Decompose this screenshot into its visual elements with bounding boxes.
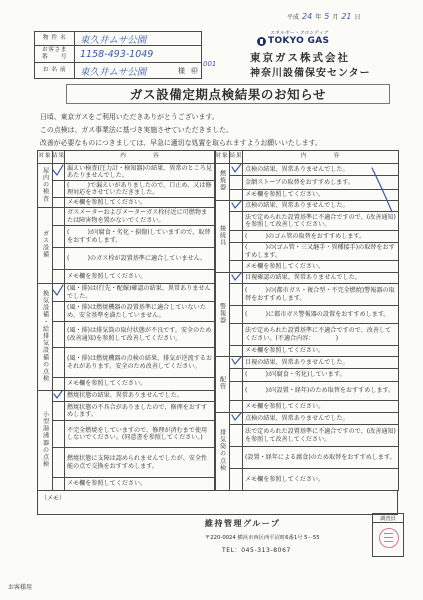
memo-label: （メモ） [41, 495, 66, 502]
content-cell [243, 261, 399, 273]
table-row [38, 478, 216, 491]
table-row [215, 212, 399, 231]
header-content: 内 容 [243, 151, 399, 164]
content-cell [243, 425, 399, 447]
content-text: 目視の結果、異常ありませんでした。 [245, 358, 349, 366]
copy-label: お客様用 [8, 584, 33, 591]
table-row [215, 231, 399, 243]
content-text: メモ欄を参照してください。 [245, 262, 325, 270]
result-cell [53, 270, 65, 284]
category-label: 燃焼器 [218, 170, 226, 192]
content-cell [243, 231, 399, 243]
category-label: ガス設備 [41, 230, 49, 259]
name-label: お 名 前 [35, 63, 75, 78]
content-cell [65, 378, 216, 391]
result-cell [53, 198, 65, 208]
content-cell [243, 369, 399, 382]
table-row [215, 469, 399, 491]
content-text: 目視確認の結果、異常ありませんでした。 [245, 274, 361, 282]
table-row [215, 273, 399, 284]
category-cell [38, 208, 53, 284]
category-cell [215, 413, 230, 491]
result-cell [230, 324, 243, 346]
inspector-box [372, 513, 404, 557]
inspector-seal-stamp [379, 528, 399, 548]
customer-info-box [34, 31, 202, 79]
content-cell [65, 391, 216, 402]
result-cell [53, 322, 65, 348]
content-cell [65, 322, 216, 348]
category-label: 配管 [218, 376, 226, 391]
date-day: 21 [341, 12, 352, 21]
result-cell [53, 421, 65, 448]
category-cell [38, 391, 53, 491]
table-row [215, 176, 399, 190]
result-cell [53, 284, 65, 302]
category-label: 警報器 [218, 302, 226, 324]
content-text: 燃焼状態の不具合がありましたので、修理をおすすめします。 [67, 403, 208, 418]
result-cell [230, 306, 243, 324]
header-result: 結果 [53, 151, 65, 164]
table-row [215, 190, 399, 201]
content-cell [243, 212, 399, 231]
content-text: (風・排)は燃焼機器の設置基準に適合していないため、安全基準を満たしていません。 [67, 304, 206, 319]
document-title: ガス設備定期点検結果のお知らせ [129, 87, 327, 102]
property-row [35, 32, 201, 46]
table-row [38, 378, 216, 391]
seal-mark: ㊞ [191, 66, 198, 75]
content-text: メモ欄を参照してください。 [67, 380, 147, 388]
result-cell [53, 378, 65, 391]
content-cell [243, 401, 399, 413]
result-cell [230, 164, 243, 176]
company-name: 東京ガス株式会社 [250, 52, 350, 64]
table-row [215, 413, 399, 425]
content-cell [65, 198, 216, 208]
result-cell [53, 208, 65, 226]
header-content: 内 容 [65, 151, 216, 164]
content-text: 不完全燃焼をしていますので、修理が済むまで使用しないでください。(同意書を参照してください。) [67, 426, 208, 441]
content-cell [243, 469, 399, 491]
inspector-label: 調査員 [373, 514, 403, 523]
content-cell [243, 201, 399, 212]
content-cell [65, 270, 216, 284]
content-text: ( )の(ゴム管・三又継手・異種接手)の取替をおすすめします。 [245, 244, 395, 259]
content-text: メモ欄を参照してください。 [67, 272, 147, 280]
result-cell [230, 261, 243, 273]
table-row [38, 164, 216, 181]
result-cell [53, 181, 65, 198]
content-text: 点検の結果、異常ありませんでした。 [245, 165, 349, 173]
table-row [215, 382, 399, 401]
table-row [38, 402, 216, 421]
result-cell [230, 413, 243, 425]
content-cell [65, 248, 216, 270]
content-cell [243, 284, 399, 306]
table-row [38, 226, 216, 248]
honorific: 様 [178, 66, 185, 75]
table-row [38, 248, 216, 270]
result-cell [230, 176, 243, 190]
table-row [215, 164, 399, 176]
date-year: 24 [302, 12, 313, 21]
title-box [66, 84, 390, 104]
content-text: メモ欄を参照してください。 [245, 347, 325, 355]
table-row [215, 324, 399, 346]
content-cell [243, 382, 399, 401]
telephone: TEL：045-313-8067 [222, 547, 291, 554]
content-text: ( )の(都市ガス・複合型・不完全燃焼)警報器の取替をおすすめします。 [245, 287, 395, 302]
company-center: 神奈川設備保安センター [250, 68, 371, 79]
result-cell [230, 201, 243, 212]
table-row [215, 306, 399, 324]
result-cell [230, 284, 243, 306]
content-text: メモ欄を参照してください。 [245, 402, 325, 410]
content-cell [243, 413, 399, 425]
table-row [215, 425, 399, 447]
content-cell [65, 284, 216, 302]
table-row [215, 243, 399, 261]
table-row [38, 302, 216, 322]
customer-number-value: 1158-493-1049 [80, 48, 154, 60]
customer-number-row [35, 46, 201, 63]
content-cell [65, 348, 216, 378]
content-text: ( )が(腐食・劣化・損傷)していますので、取替をおすすめします。 [67, 229, 211, 244]
content-text: (風・排)は排気筒の取付状態が不良です。安全のため(改善通知)を参照して改善してください。 [67, 327, 212, 342]
result-cell [53, 391, 65, 402]
name-row [35, 63, 201, 78]
content-text: 燃焼状態の結果、異常ありませんでした。 [67, 392, 183, 400]
content-text: 漏えい検査(圧力計・検知器)の結果、異常のところ見あたりませんでした。 [67, 164, 212, 179]
result-cell [230, 469, 243, 491]
content-text: ( )が(設置・経年)のため取替をおすすめします。 [245, 387, 395, 395]
table-header-row [38, 151, 216, 164]
content-cell [243, 273, 399, 284]
intro-line: 日頃、東京ガスをご利用いただきありがとうございます。 [40, 113, 219, 121]
tokyo-gas-logo-icon [257, 37, 266, 46]
table-row [215, 447, 399, 469]
content-text: 点検の結果、異常ありませんでした。 [245, 414, 349, 422]
intro-line: この点検は、ガス事業法に基づき実施させていただきました。 [40, 126, 233, 134]
result-cell [53, 478, 65, 491]
table-row [38, 284, 216, 302]
result-cell [230, 382, 243, 401]
result-cell [230, 447, 243, 469]
category-label: 屋内の検査 [41, 166, 49, 203]
content-text: 点検の結果、異常ありませんでした。 [245, 202, 349, 210]
content-text: ( )のゴム管の取替をおすすめします。 [245, 232, 366, 240]
result-cell [230, 273, 243, 284]
category-cell [215, 357, 230, 413]
category-cell [38, 284, 53, 391]
content-text: 法で定められた設置基準に不適合ですので、(改善通知)を参照して改善してください。 [245, 428, 396, 443]
content-cell [243, 447, 399, 469]
content-cell [65, 302, 216, 322]
header-result: 結果 [230, 151, 243, 164]
result-cell [53, 348, 65, 378]
date-month-unit: 月 [332, 14, 339, 21]
content-cell [65, 421, 216, 448]
result-cell [230, 190, 243, 201]
result-cell [53, 448, 65, 478]
date-month: 5 [324, 12, 330, 21]
content-text: 金網ストーブの取替をおすすめします。 [245, 178, 354, 186]
content-cell [243, 243, 399, 261]
address: 〒220-0024 横浜市西区西平沼町6番1号 5－55 [205, 535, 320, 541]
content-cell [65, 478, 216, 491]
table-row [215, 401, 399, 413]
customer-number-suffix: 001 [203, 60, 217, 68]
group-name: 維持管理グループ [205, 519, 281, 528]
customer-number-label [35, 46, 75, 62]
content-cell [243, 176, 399, 190]
result-cell [230, 243, 243, 261]
table-header-row [215, 151, 399, 164]
name-value: 東久井ムサ公園 [80, 66, 147, 78]
result-cell [53, 402, 65, 421]
table-row [38, 421, 216, 448]
table-row [38, 181, 216, 198]
content-text: 燃焼状態に支障は認められませんでしたが、安全性能の点で交換をおすすめします。 [67, 455, 208, 470]
table-row [215, 369, 399, 382]
content-text: ガスメーターおよびメーターガス栓付近に可燃物または障害物を置かないでください。 [67, 209, 208, 224]
content-cell [65, 208, 216, 226]
result-cell [230, 346, 243, 357]
content-text: (風・排)は燃焼機器の点検の結果、排気が逆流するおそれがあります。安全のため改善してください。 [67, 355, 212, 370]
date-year-unit: 年 [315, 14, 322, 21]
table-row [38, 391, 216, 402]
content-text: メモ欄を参照してください。 [245, 191, 325, 199]
content-cell [243, 190, 399, 201]
result-cell [230, 425, 243, 447]
category-cell [215, 201, 230, 273]
table-row [38, 348, 216, 378]
customer-number-label-line1: お客さま [41, 47, 68, 54]
result-cell [53, 164, 65, 181]
content-text: ( )が(腐食・劣化)しています。 [245, 371, 346, 379]
table-row [38, 448, 216, 478]
property-value: 東久井ムサ公園 [80, 34, 147, 46]
result-cell [230, 212, 243, 231]
table-row [215, 357, 399, 369]
content-cell [243, 164, 399, 176]
category-cell [215, 164, 230, 201]
content-cell [65, 164, 216, 181]
content-text: メモ欄を参照してください。 [67, 198, 147, 206]
table-row [215, 346, 399, 357]
content-cell [243, 357, 399, 369]
content-cell [65, 181, 216, 198]
content-cell [243, 346, 399, 357]
content-text: (設置・経年による腐食)のため取替をおすすめします。 [245, 453, 396, 461]
content-text: 法で定められた設置基準に不適合ですので、(改善通知)を参照して改善してください。 [245, 213, 396, 228]
memo-box [37, 490, 398, 515]
category-label: 小型湯沸器の点検 [41, 410, 49, 468]
category-label: 換気設備・給排気設備の点検 [41, 289, 49, 382]
content-cell [65, 448, 216, 478]
category-cell [38, 164, 53, 208]
content-text: (風・排)は(行先・配線)確認の結果、異常ありませんでした。 [67, 285, 211, 300]
content-text: 法で定められた設置基準に不適合ですので、改善してください。(不適合内容： ) [245, 327, 392, 342]
content-text: メモ欄を参照してください。 [67, 480, 147, 488]
date-era: 平成 [287, 14, 300, 21]
content-text: ( )で漏えいがありましたので、口止め、又は修理対応をさせていただきました。 [67, 181, 212, 196]
content-text: ( )のガス栓が設置基準に適合していません。 [67, 254, 207, 262]
table-row [38, 322, 216, 348]
table-row [215, 201, 399, 212]
content-cell [65, 226, 216, 248]
result-cell [53, 302, 65, 322]
company-tagline: エネルギー・フロンティア [270, 31, 329, 36]
result-cell [53, 248, 65, 270]
result-cell [230, 357, 243, 369]
property-label: 物 件 名 [35, 32, 75, 45]
results-table-right [214, 150, 399, 491]
table-row [38, 198, 216, 208]
date-day-unit: 日 [354, 14, 361, 21]
content-cell [243, 306, 399, 324]
category-cell [215, 273, 230, 357]
customer-number-label-line2: 番 号 [41, 54, 68, 60]
content-cell [243, 324, 399, 346]
content-cell [65, 402, 216, 421]
logo-text: TOKYO GAS [268, 36, 330, 46]
content-text: ( )に都市ガス警報器の設置をおすすめします。 [245, 310, 390, 318]
result-cell [53, 226, 65, 248]
table-row [38, 270, 216, 284]
result-cell [230, 369, 243, 382]
category-label: 接続具 [218, 224, 226, 246]
header-target: 対象 [38, 151, 53, 164]
table-row [215, 284, 399, 306]
category-label: 排気筒の点検 [218, 428, 226, 472]
result-cell [230, 231, 243, 243]
result-cell [230, 401, 243, 413]
issue-date [287, 12, 361, 21]
header-target: 対象 [215, 151, 230, 164]
table-row [38, 208, 216, 226]
intro-line: 改善が必要なものにつきましては、早急に適切な処置を取られますようお願いいたします。 [40, 139, 322, 147]
results-table-left [37, 150, 216, 491]
table-row [215, 261, 399, 273]
content-text: メモ欄を参照してください。 [245, 475, 325, 483]
